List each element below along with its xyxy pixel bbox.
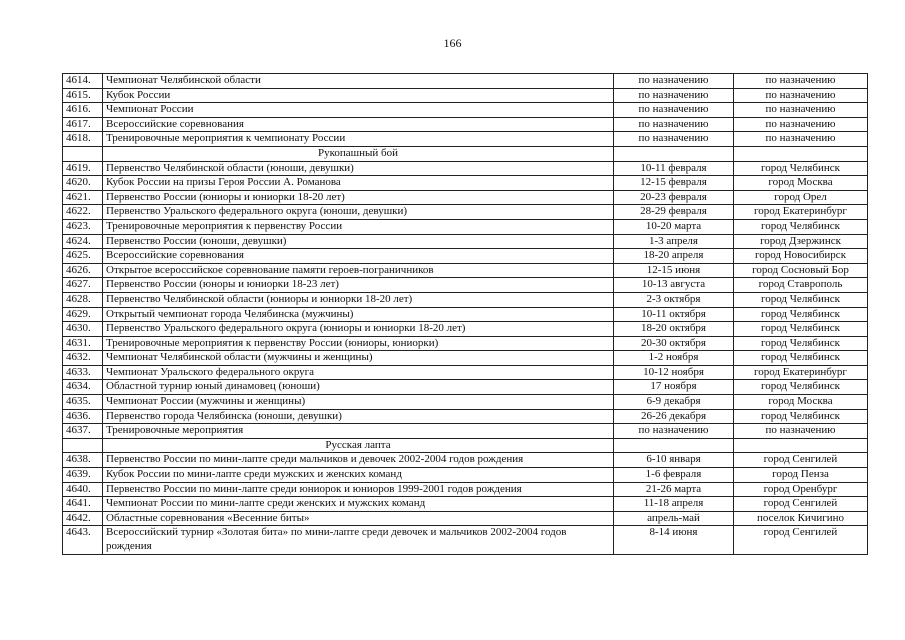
event-place: город Сенгилей (734, 526, 868, 554)
table-row (63, 161, 868, 176)
event-place: по назначению (734, 132, 868, 147)
row-number: 4633. (63, 365, 103, 380)
section-number-cell (63, 438, 103, 453)
event-date: 20-30 октября (614, 336, 734, 351)
event-date: 2-3 октября (614, 292, 734, 307)
event-place: по назначению (734, 424, 868, 439)
table-row (63, 117, 868, 132)
table-row (63, 409, 868, 424)
section-date-cell (614, 438, 734, 453)
row-number: 4629. (63, 307, 103, 322)
event-place: город Орел (734, 190, 868, 205)
row-number: 4643. (63, 526, 103, 554)
event-place: город Челябинск (734, 219, 868, 234)
event-place: город Челябинск (734, 161, 868, 176)
table-row (63, 205, 868, 220)
row-number: 4624. (63, 234, 103, 249)
table-row (63, 176, 868, 191)
event-date: 26-26 декабря (614, 409, 734, 424)
event-date: 18-20 апреля (614, 249, 734, 264)
row-number: 4614. (63, 74, 103, 89)
event-name: Первенство Челябинской области (юниоры и юниорки 18-20 лет) (103, 292, 614, 307)
event-date: по назначению (614, 132, 734, 147)
event-name: Чемпионат России по мини-лапте среди женских и мужских команд (103, 497, 614, 512)
event-name: Всероссийские соревнования (103, 117, 614, 132)
event-place: город Сенгилей (734, 453, 868, 468)
event-place: город Ставрополь (734, 278, 868, 293)
table-row (63, 190, 868, 205)
event-date: 20-23 февраля (614, 190, 734, 205)
event-date: 10-12 ноября (614, 365, 734, 380)
event-place: город Челябинск (734, 380, 868, 395)
event-name: Кубок России по мини-лапте среди мужских и женских команд (103, 468, 614, 483)
table-row (63, 234, 868, 249)
event-place: поселок Кичигино (734, 511, 868, 526)
table-row (63, 497, 868, 512)
event-date: 1-2 ноября (614, 351, 734, 366)
section-row (63, 438, 868, 453)
event-name: Первенство России (юниоры и юниорки 18-20 лет) (103, 190, 614, 205)
row-number: 4637. (63, 424, 103, 439)
row-number: 4630. (63, 322, 103, 337)
event-date: по назначению (614, 424, 734, 439)
event-date: по назначению (614, 88, 734, 103)
event-name: Первенство России (юноши, девушки) (103, 234, 614, 249)
event-name: Первенство города Челябинска (юноши, девушки) (103, 409, 614, 424)
event-place: город Оренбург (734, 482, 868, 497)
event-place: город Дзержинск (734, 234, 868, 249)
event-date: 17 ноября (614, 380, 734, 395)
table-row (63, 424, 868, 439)
table-row (63, 88, 868, 103)
event-name: Чемпионат Челябинской области (мужчины и женщины) (103, 351, 614, 366)
row-number: 4626. (63, 263, 103, 278)
table-row (63, 132, 868, 147)
event-place: по назначению (734, 103, 868, 118)
table-row (63, 395, 868, 410)
table-row (63, 365, 868, 380)
table-row (63, 511, 868, 526)
event-name: Чемпионат Уральского федерального округа (103, 365, 614, 380)
event-place: город Сенгилей (734, 497, 868, 512)
row-number: 4618. (63, 132, 103, 147)
row-number: 4635. (63, 395, 103, 410)
event-date: 10-11 октября (614, 307, 734, 322)
row-number: 4616. (63, 103, 103, 118)
section-date-cell (614, 146, 734, 161)
event-place: город Новосибирск (734, 249, 868, 264)
event-place: город Москва (734, 176, 868, 191)
event-place: город Москва (734, 395, 868, 410)
event-place: город Пенза (734, 468, 868, 483)
table-row (63, 380, 868, 395)
row-number: 4622. (63, 205, 103, 220)
event-name: Тренировочные мероприятия к первенству России (103, 219, 614, 234)
table-row (63, 482, 868, 497)
event-date: 12-15 июня (614, 263, 734, 278)
event-date: по назначению (614, 74, 734, 89)
event-date: 6-10 января (614, 453, 734, 468)
event-place: город Екатеринбург (734, 365, 868, 380)
event-name: Первенство Уральского федерального округа (юниоры и юниорки 18-20 лет) (103, 322, 614, 337)
row-number: 4625. (63, 249, 103, 264)
row-number: 4639. (63, 468, 103, 483)
section-number-cell (63, 146, 103, 161)
event-date: апрель-май (614, 511, 734, 526)
event-place: город Челябинск (734, 409, 868, 424)
row-number: 4631. (63, 336, 103, 351)
event-name: Тренировочные мероприятия к чемпионату России (103, 132, 614, 147)
section-place-cell (734, 146, 868, 161)
row-number: 4619. (63, 161, 103, 176)
event-place: город Екатеринбург (734, 205, 868, 220)
event-place: город Челябинск (734, 307, 868, 322)
row-number: 4638. (63, 453, 103, 468)
table-row (63, 526, 868, 554)
event-name: Первенство России по мини-лапте среди юниорок и юниоров 1999-2001 годов рождения (103, 482, 614, 497)
page-number: 166 (443, 36, 462, 50)
table-row (63, 468, 868, 483)
table-row (63, 103, 868, 118)
section-title: Рукопашный бой (103, 146, 614, 161)
table-row (63, 351, 868, 366)
event-name: Областные соревнования «Весенние биты» (103, 511, 614, 526)
event-name: Кубок России (103, 88, 614, 103)
table-row (63, 336, 868, 351)
row-number: 4632. (63, 351, 103, 366)
row-number: 4620. (63, 176, 103, 191)
event-place: город Челябинск (734, 351, 868, 366)
event-place: город Челябинск (734, 292, 868, 307)
event-date: 18-20 октября (614, 322, 734, 337)
table-row (63, 263, 868, 278)
event-name: Всероссийский турнир «Золотая бита» по мини-лапте среди девочек и мальчиков 2002-2004 годов рождения (103, 526, 614, 554)
event-date: 12-15 февраля (614, 176, 734, 191)
row-number: 4641. (63, 497, 103, 512)
event-name: Первенство Челябинской области (юноши, девушки) (103, 161, 614, 176)
table-row (63, 74, 868, 89)
event-name: Тренировочные мероприятия к первенству России (юниоры, юниорки) (103, 336, 614, 351)
table-row (63, 322, 868, 337)
row-number: 4627. (63, 278, 103, 293)
row-number: 4617. (63, 117, 103, 132)
section-row (63, 146, 868, 161)
event-place: по назначению (734, 74, 868, 89)
event-name: Тренировочные мероприятия (103, 424, 614, 439)
table-row (63, 453, 868, 468)
event-place: город Сосновый Бор (734, 263, 868, 278)
event-place: по назначению (734, 88, 868, 103)
event-name: Открытое всероссийское соревнование памяти героев-пограничников (103, 263, 614, 278)
table-row (63, 249, 868, 264)
event-date: 21-26 марта (614, 482, 734, 497)
event-name: Всероссийские соревнования (103, 249, 614, 264)
event-place: город Челябинск (734, 322, 868, 337)
table-row (63, 219, 868, 234)
table-row (63, 307, 868, 322)
event-date: 28-29 февраля (614, 205, 734, 220)
event-name: Кубок России на призы Героя России А. Романова (103, 176, 614, 191)
row-number: 4636. (63, 409, 103, 424)
event-name: Открытый чемпионат города Челябинска (мужчины) (103, 307, 614, 322)
event-date: 8-14 июня (614, 526, 734, 554)
event-name: Чемпионат России (103, 103, 614, 118)
event-date: 1-3 апреля (614, 234, 734, 249)
row-number: 4640. (63, 482, 103, 497)
row-number: 4623. (63, 219, 103, 234)
event-name: Чемпионат России (мужчины и женщины) (103, 395, 614, 410)
event-date: 10-13 августа (614, 278, 734, 293)
event-date: 1-6 февраля (614, 468, 734, 483)
row-number: 4621. (63, 190, 103, 205)
row-number: 4615. (63, 88, 103, 103)
event-name: Первенство России (юноры и юниорки 18-23 лет) (103, 278, 614, 293)
event-date: 11-18 апреля (614, 497, 734, 512)
event-name: Первенство России по мини-лапте среди мальчиков и девочек 2002-2004 годов рождения (103, 453, 614, 468)
event-date: по назначению (614, 117, 734, 132)
row-number: 4642. (63, 511, 103, 526)
event-name: Первенство Уральского федерального округа (юноши, девушки) (103, 205, 614, 220)
event-place: город Челябинск (734, 336, 868, 351)
row-number: 4628. (63, 292, 103, 307)
row-number: 4634. (63, 380, 103, 395)
event-date: 6-9 декабря (614, 395, 734, 410)
event-name: Чемпионат Челябинской области (103, 74, 614, 89)
events-table (62, 73, 868, 555)
events-table-body (63, 74, 868, 555)
event-date: 10-11 февраля (614, 161, 734, 176)
section-title: Русская лапта (103, 438, 614, 453)
event-name: Областной турнир юный динамовец (юноши) (103, 380, 614, 395)
event-date: 10-20 марта (614, 219, 734, 234)
event-date: по назначению (614, 103, 734, 118)
table-row (63, 292, 868, 307)
table-row (63, 278, 868, 293)
section-place-cell (734, 438, 868, 453)
event-place: по назначению (734, 117, 868, 132)
